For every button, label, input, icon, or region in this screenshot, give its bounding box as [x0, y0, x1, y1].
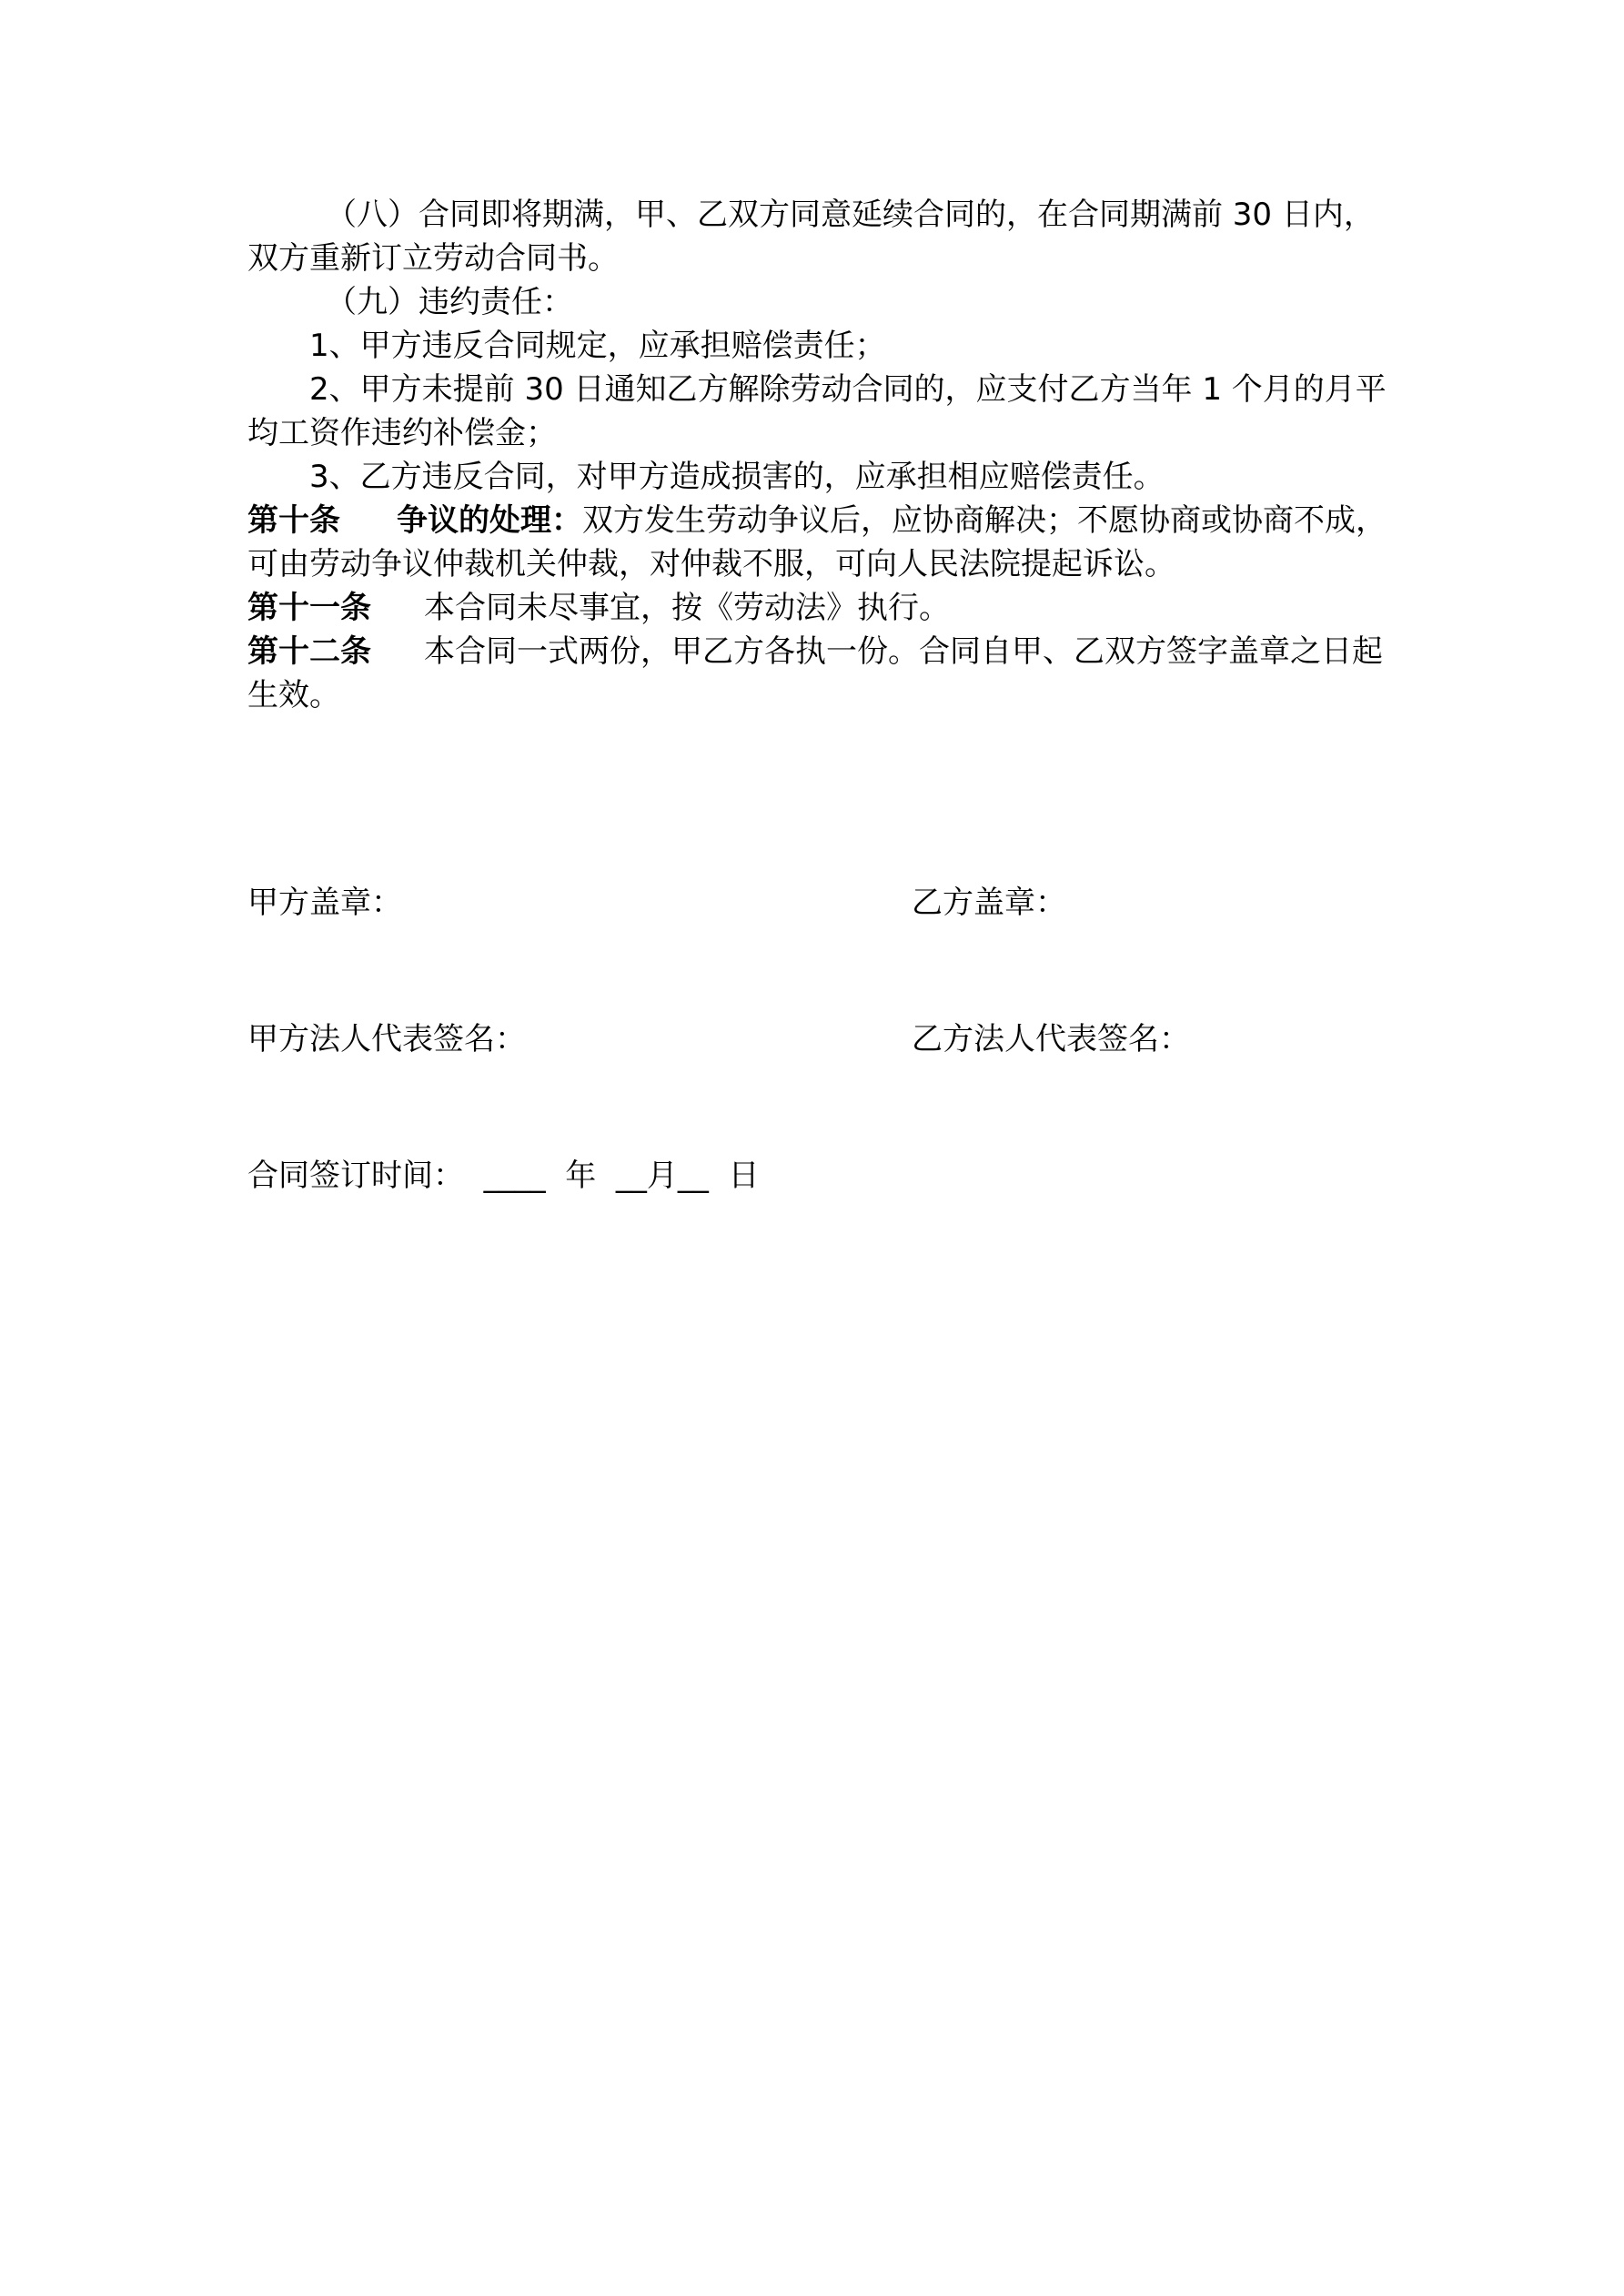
article-11-label: 第十一条: [247, 590, 371, 626]
article-10-label: 第十条: [247, 502, 340, 539]
clause-item-9: （九）违约责任：: [326, 284, 573, 320]
contract-body: [247, 193, 1394, 717]
clause-sub-1: 1、甲方违反合同规定，应承担赔偿责任；: [309, 328, 886, 364]
party-b-rep-label: 乙方法人代表签名：: [912, 1021, 1190, 1057]
article-12: [247, 630, 1394, 717]
party-b-seal-label: 乙方盖章：: [912, 885, 1066, 921]
article-10-title: 争议的处理：: [397, 502, 582, 539]
clause-item-8: （八）合同即将期满，甲、乙双方同意延续合同的，在合同期满前 30 日内，双方重新订立劳动合同书。: [247, 197, 1375, 277]
article-10: [247, 499, 1394, 586]
sign-date-line: 合同签订时间： ____ 年 __月__ 日: [247, 1158, 760, 1194]
article-10-text: 双方发生劳动争议后，应协商解决；不愿协商或协商不成，可由劳动争议仲裁机关仲裁，对仲裁不服，可向人民法院提起诉讼。: [247, 502, 1387, 582]
article-12-label: 第十二条: [247, 633, 371, 670]
article-12-text: 本合同一式两份，甲乙方各执一份。合同自甲、乙双方签字盖章之日起生效。: [247, 633, 1383, 713]
party-a-seal-label: 甲方盖章：: [247, 885, 402, 921]
article-11-text: 本合同未尽事宜，按《劳动法》执行。: [424, 590, 950, 626]
clause-sub-3: 3、乙方违反合同，对甲方造成损害的，应承担相应赔偿责任。: [309, 459, 1165, 495]
party-a-rep-label: 甲方法人代表签名：: [247, 1021, 526, 1057]
article-11: [247, 586, 1394, 630]
clause-sub-2: 2、甲方未提前 30 日通知乙方解除劳动合同的，应支付乙方当年 1 个月的月平均工资作违约补偿金；: [247, 371, 1387, 451]
